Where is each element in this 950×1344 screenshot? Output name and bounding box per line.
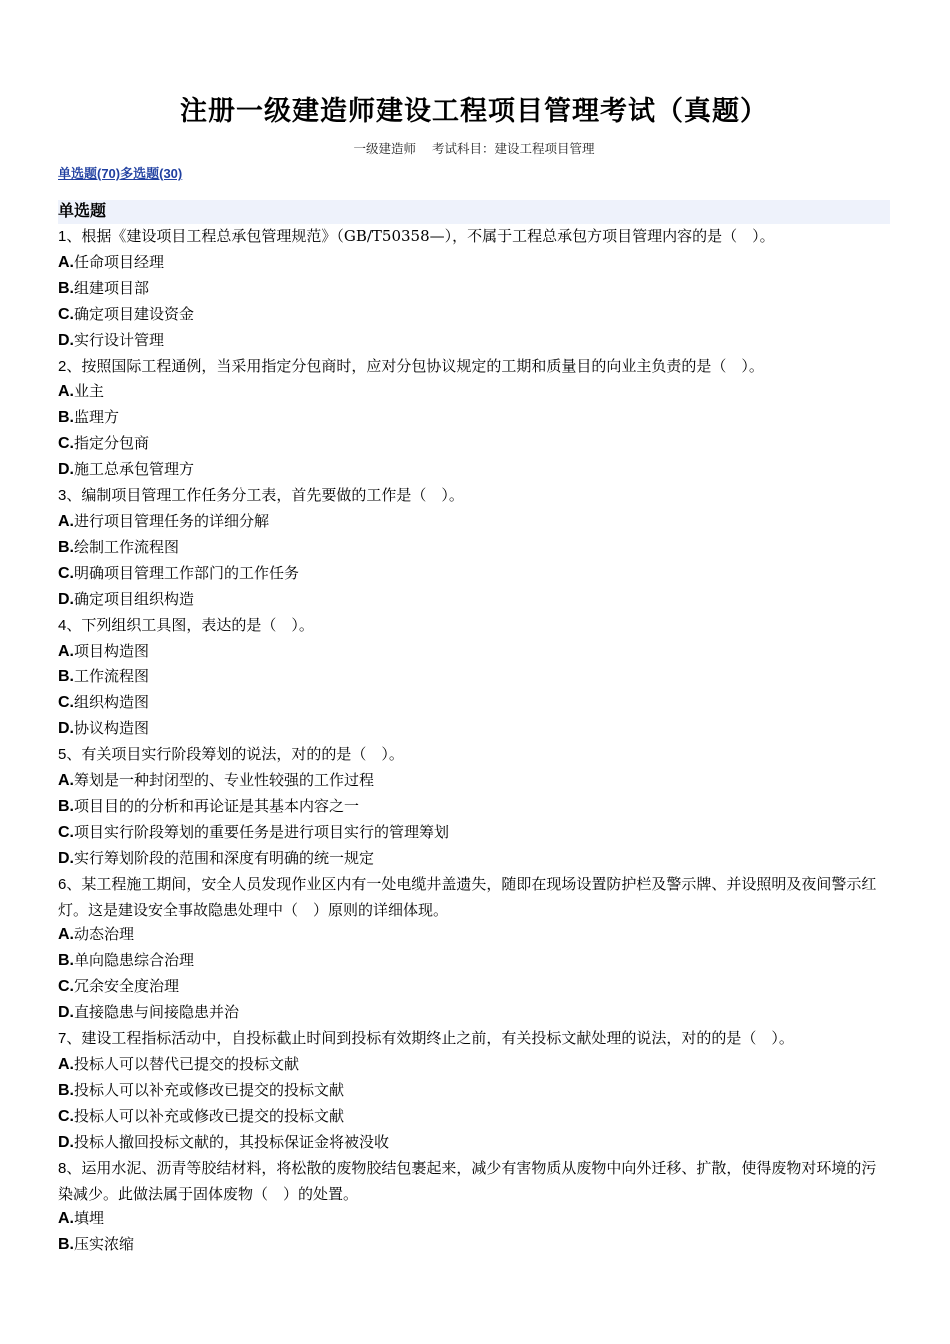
option-letter: C. — [58, 435, 74, 453]
option-letter: D. — [58, 590, 74, 608]
tab-multiple-choice[interactable]: 多选题(30) — [120, 166, 183, 181]
option-letter: D. — [58, 331, 74, 349]
question-text: 、有关项目实行阶段筹划的说法，对的的是（ ）。 — [66, 745, 404, 764]
tab-single-choice[interactable]: 单选题(70) — [58, 166, 121, 181]
option-text: 监理方 — [74, 408, 120, 427]
option-text: 项目构造图 — [74, 641, 150, 660]
question-number: 8 — [58, 1159, 67, 1177]
option-text: 确定项目建设资金 — [74, 304, 195, 323]
option-text: 压实浓缩 — [74, 1235, 135, 1254]
answer-option — [58, 561, 890, 587]
question-number: 7 — [58, 1030, 67, 1048]
question-stem — [58, 613, 890, 639]
answer-option — [58, 302, 890, 328]
option-letter: C. — [58, 564, 74, 582]
option-text: 筹划是一种封闭型的、专业性较强的工作过程 — [74, 771, 375, 790]
option-text: 项目目的的分析和再论证是其基本内容之一 — [74, 796, 360, 815]
question-text: 、按照国际工程通例，当采用指定分包商时，应对分包协议规定的工期和质量目的向业主负责的是（ ）。 — [66, 356, 764, 375]
answer-option — [58, 922, 890, 948]
option-text: 明确项目管理工作部门的工作任务 — [74, 563, 300, 582]
option-letter: A. — [58, 512, 74, 530]
option-letter: A. — [58, 1056, 74, 1073]
option-letter: C. — [58, 978, 74, 996]
option-letter: D. — [58, 1004, 74, 1022]
answer-option — [58, 690, 890, 716]
answer-option — [58, 716, 890, 742]
answer-option — [58, 820, 890, 846]
option-text: 投标人可以补充或修改已提交的投标文献 — [74, 1080, 345, 1099]
option-letter: C. — [58, 823, 74, 841]
question-number: 5 — [58, 746, 67, 764]
option-text: 指定分包商 — [74, 434, 150, 453]
option-text: 投标人可以补充或修改已提交的投标文献 — [74, 1106, 345, 1125]
option-letter: D. — [58, 849, 74, 867]
question-text: 、下列组织工具图，表达的是（ ）。 — [66, 615, 314, 634]
answer-option — [58, 664, 890, 690]
option-text: 组织构造图 — [74, 693, 150, 712]
option-letter: C. — [58, 694, 74, 712]
option-text: 项目实行阶段筹划的重要任务是进行项目实行的管理筹划 — [74, 822, 450, 841]
option-letter: B. — [58, 409, 74, 427]
document-page — [58, 0, 890, 1258]
option-text: 绘制工作流程图 — [74, 537, 180, 556]
question-stem — [58, 872, 890, 923]
answer-option — [58, 1052, 890, 1078]
option-letter: D. — [58, 461, 74, 479]
option-letter: C. — [58, 1107, 74, 1125]
section-header: 单选题 — [58, 200, 890, 224]
option-text: 工作流程图 — [74, 667, 150, 686]
option-text: 施工总承包管理方 — [74, 460, 195, 479]
page-title: 注册一级建造师建设工程项目管理考试（真题） — [180, 96, 768, 127]
question-text: 、某工程施工期间，安全人员发现作业区内有一处电缆井盖遗失，随即在现场设置防护栏及警示牌、并设照明及夜间警示红灯。这是建设安全事故隐患处理中（ ）原则的详细体现。 — [58, 874, 877, 919]
option-letter: B. — [58, 279, 74, 297]
question-number: 1 — [58, 228, 67, 245]
option-letter: A. — [58, 642, 74, 660]
answer-option — [58, 768, 890, 794]
answer-option — [58, 1130, 890, 1156]
answer-option — [58, 1078, 890, 1104]
answer-option — [58, 974, 890, 1000]
option-letter: C. — [58, 305, 74, 323]
question-stem — [58, 224, 890, 250]
option-letter: A. — [58, 926, 74, 944]
question-number: 3 — [58, 487, 67, 505]
option-text: 组建项目部 — [74, 278, 150, 297]
option-text: 投标人可以替代已提交的投标文献 — [74, 1055, 300, 1073]
option-text: 直接隐患与间接隐患并治 — [74, 1003, 240, 1022]
option-letter: D. — [58, 720, 74, 738]
question-text: 、编制项目管理工作任务分工表，首先要做的工作是（ ）。 — [66, 486, 464, 505]
option-letter: A. — [58, 772, 74, 790]
answer-option — [58, 509, 890, 535]
answer-option — [58, 405, 890, 431]
option-text: 协议构造图 — [74, 719, 150, 738]
question-stem — [58, 742, 890, 768]
question-stem — [58, 483, 890, 509]
question-number: 6 — [58, 875, 67, 893]
option-text: 冗余安全度治理 — [74, 977, 180, 996]
option-text: 进行项目管理任务的详细分解 — [74, 511, 270, 530]
option-letter: B. — [58, 668, 74, 686]
option-text: 任命项目经理 — [74, 252, 165, 271]
question-stem — [58, 354, 890, 380]
option-text: 实行设计管理 — [74, 330, 165, 349]
answer-option — [58, 587, 890, 613]
option-letter: D. — [58, 1133, 74, 1151]
option-letter: B. — [58, 797, 74, 815]
answer-option — [58, 535, 890, 561]
exam-name: 一级建造师 — [353, 141, 416, 156]
option-letter: A. — [58, 1210, 74, 1228]
question-text: 、运用水泥、沥青等胶结材料，将松散的废物胶结包裹起来，减少有害物质从废物中向外迁移、扩散，使得废物对环境的污染减少。此做法属于固体废物（ ）的处置。 — [58, 1158, 877, 1203]
answer-option — [58, 639, 890, 665]
exam-subject: 考试科目：建设工程项目管理 — [431, 141, 595, 156]
option-text: 投标人撤回投标文献的，其投标保证金将被没收 — [74, 1132, 390, 1151]
option-text: 确定项目组织构造 — [74, 589, 195, 608]
option-text: 单向隐患综合治理 — [74, 951, 195, 970]
answer-option — [58, 457, 890, 483]
exam-subtitle — [58, 140, 890, 158]
option-letter: A. — [58, 383, 74, 401]
option-letter: A. — [58, 253, 74, 271]
option-text: 业主 — [74, 382, 105, 401]
option-text: 填埋 — [74, 1209, 105, 1228]
answer-option — [58, 379, 890, 405]
option-text: 实行筹划阶段的范围和深度有明确的统一规定 — [74, 848, 375, 867]
option-letter: B. — [58, 1081, 74, 1099]
option-letter: B. — [58, 952, 74, 970]
question-number: 4 — [58, 616, 67, 634]
question-list — [58, 224, 890, 1258]
option-text: 动态治理 — [74, 925, 135, 944]
answer-option — [58, 431, 890, 457]
option-letter: B. — [58, 1236, 74, 1254]
answer-option — [58, 794, 890, 820]
answer-option — [58, 1232, 890, 1258]
answer-option — [58, 1104, 890, 1130]
question-stem — [58, 1026, 890, 1052]
answer-option — [58, 328, 890, 354]
question-text: 、根据《建设项目工程总承包管理规范》（GB/T50358—），不属于工程总承包方项目管理内容的是（ ）。 — [66, 227, 775, 245]
question-text: 、建设工程指标活动中，自投标截止时间到投标有效期终止之前，有关投标文献处理的说法，对的的是（ ）。 — [66, 1029, 794, 1048]
answer-option — [58, 1206, 890, 1232]
answer-option — [58, 276, 890, 302]
answer-option — [58, 250, 890, 276]
question-number: 2 — [58, 357, 67, 375]
answer-option — [58, 948, 890, 974]
option-letter: B. — [58, 538, 74, 556]
question-type-tabs — [58, 165, 890, 183]
question-stem — [58, 1156, 890, 1207]
answer-option — [58, 1000, 890, 1026]
answer-option — [58, 846, 890, 872]
